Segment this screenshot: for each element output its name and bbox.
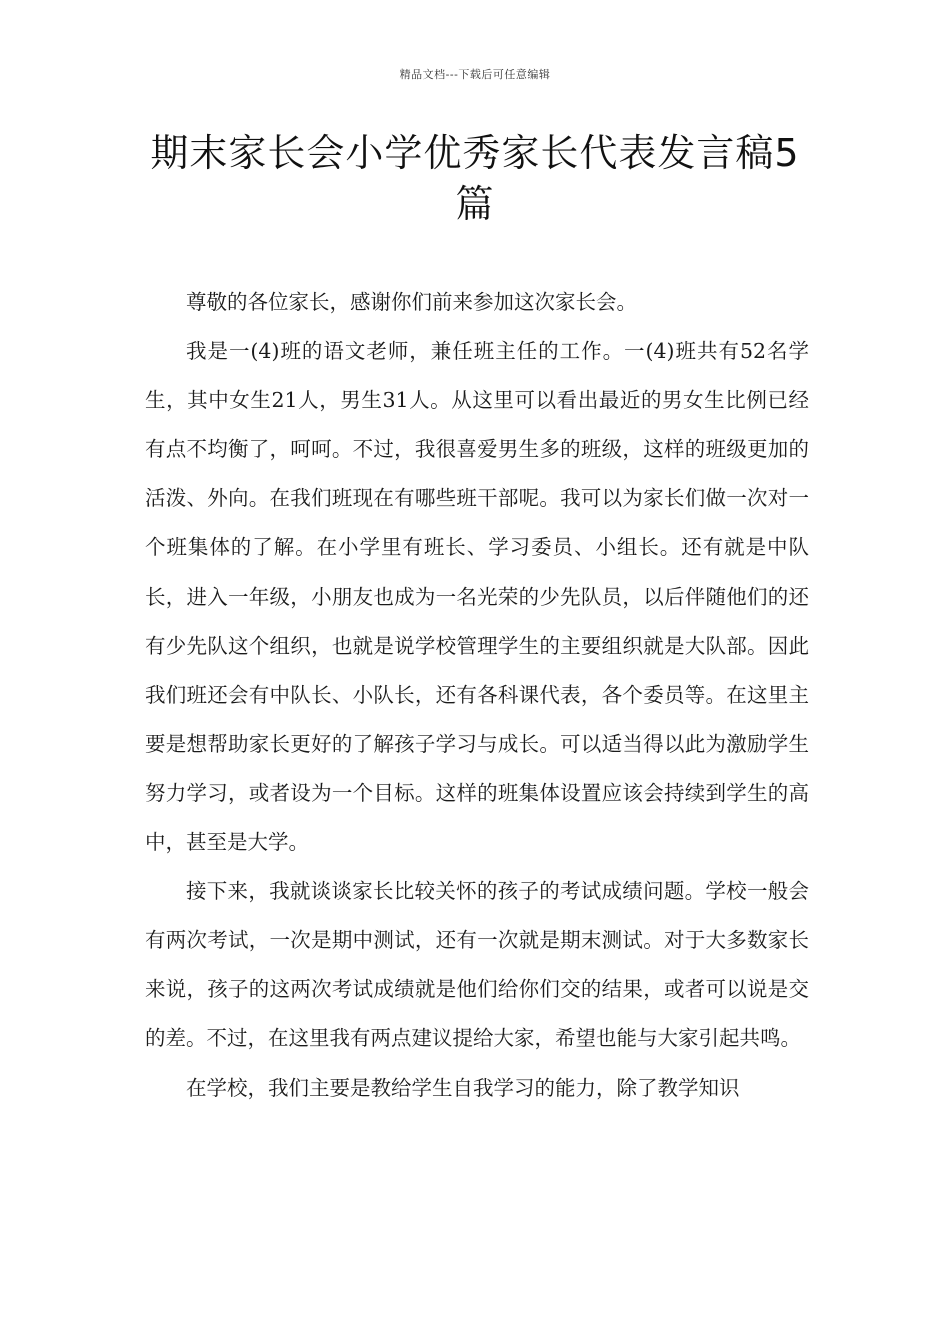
document-title: 期末家长会小学优秀家长代表发言稿5篇 <box>150 131 800 226</box>
paragraph-school-learning: 在学校，我们主要是教给学生自我学习的能力，除了教学知识 <box>186 1075 740 1100</box>
document-body <box>145 278 809 1113</box>
page-header: 精品文档---下载后可任意编辑 <box>399 68 551 81</box>
paragraph-class-intro: 我是一(4)班的语文老师，兼任班主任的工作。一(4)班共有52名学生，其中女生21人，男生31人。从这里可以看出最近的男女生比例已经有点不均衡了，呵呵。不过，我很喜爱男生多的班级，这样的班级更加的活泼、外向。在我们班现在有哪些班干部呢。我可以为家长们做一次对一个班集体的了解。在小学里有班长、学习委员、小组长。还有就是中队长，进入一年级，小朋友也成为一名光荣的少先队员，以后伴随他们的还有少先队这个组织，也就是说学校管理学生的主要组织就是大队部。因此我们班还会有中队长、小队长，还有各科课代表，各个委员等。在这里主要是想帮助家长更好的了解孩子学习与成长。可以适当得以此为激励学生努力学习，或者设为一个目标。这样的班集体设置应该会持续到学生的高中，甚至是大学。 <box>145 339 809 855</box>
paragraph-greeting: 尊敬的各位家长，感谢你们前来参加这次家长会。 <box>186 290 637 314</box>
paragraph-exam-results: 接下来，我就谈谈家长比较关怀的孩子的考试成绩问题。学校一般会有两次考试，一次是期中测试，还有一次就是期末测试。对于大多数家长来说，孩子的这两次考试成绩就是他们给你们交的结果，或者可以说是交的差。不过，在这里我有两点建议提给大家，希望也能与大家引起共鸣。 <box>145 879 809 1051</box>
